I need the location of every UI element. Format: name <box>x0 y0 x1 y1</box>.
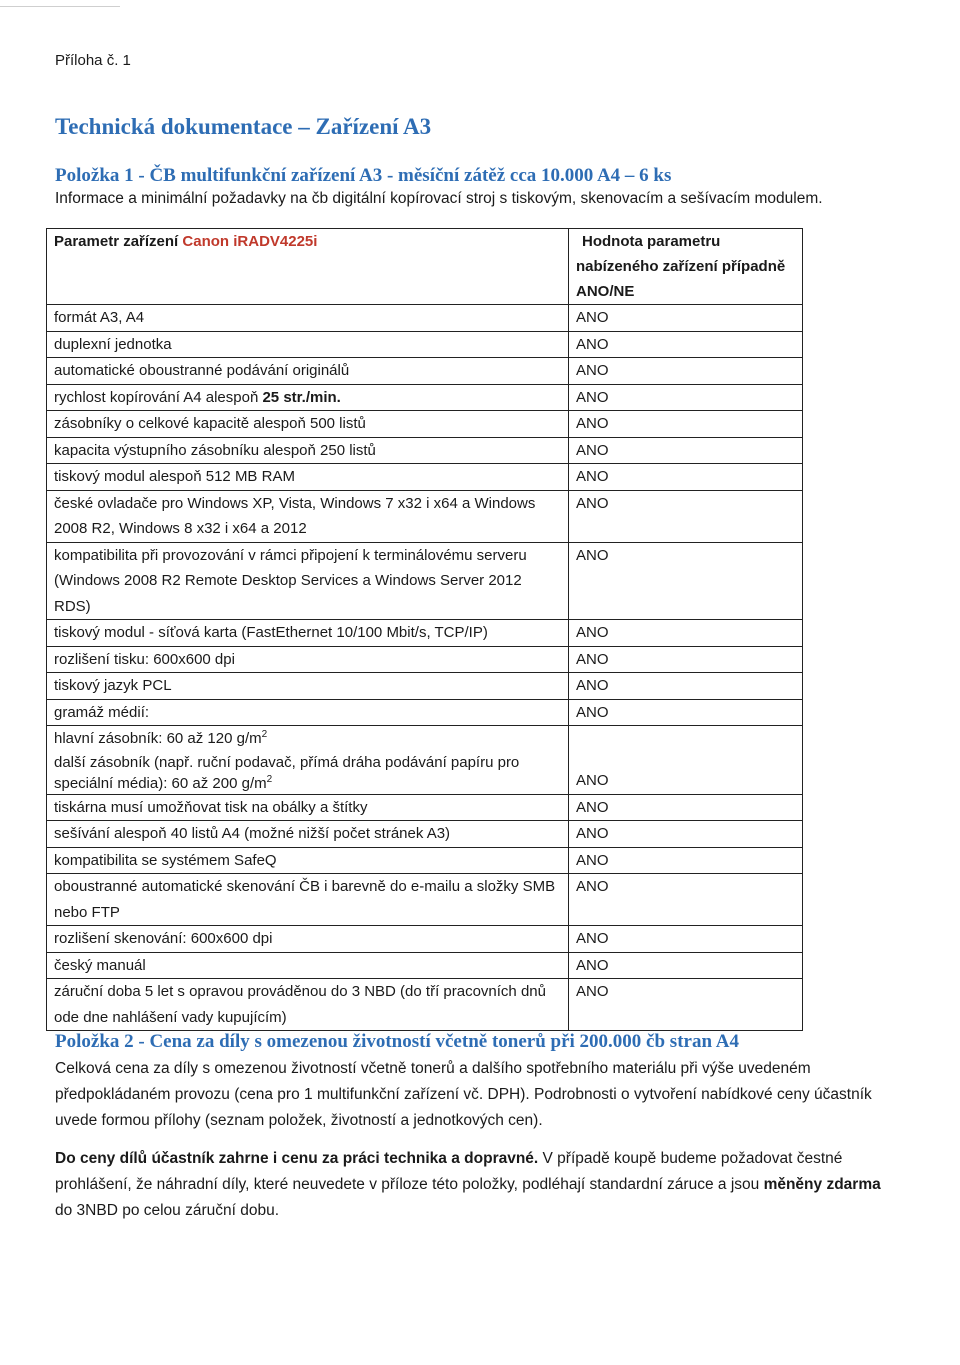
value-cell: ANO <box>569 620 803 647</box>
value-cell: ANO <box>569 926 803 953</box>
media-weight-other <box>54 752 561 794</box>
value-cell: ANO <box>569 979 803 1031</box>
value-cell: ANO <box>569 331 803 358</box>
value-cell: ANO <box>569 305 803 332</box>
value-header-line3: ANO/NE <box>576 283 635 300</box>
value-cell: ANO <box>569 847 803 874</box>
param-cell: tiskový modul - síťová karta (FastEthernet 10/100 Mbit/s, TCP/IP) <box>47 620 569 647</box>
param-cell: rozlišení tisku: 600x600 dpi <box>47 646 569 673</box>
note-bold: Do ceny dílů účastník zahrne i cenu za práci technika a dopravné. <box>55 1150 539 1167</box>
value-cell: ANO <box>569 358 803 385</box>
table-row <box>47 926 803 953</box>
media-weight-main <box>54 726 561 752</box>
param-cell: duplexní jednotka <box>47 331 569 358</box>
param-cell: tiskový modul alespoň 512 MB RAM <box>47 464 569 491</box>
value-cell: ANO <box>569 874 803 926</box>
table-row <box>47 305 803 332</box>
value-cell: ANO <box>569 464 803 491</box>
note-bold-2: měněny zdarma <box>763 1176 881 1193</box>
superscript: 2 <box>266 773 273 785</box>
value-cell: ANO <box>569 437 803 464</box>
param-cell: oboustranné automatické skenování ČB i barevně do e-mailu a složky SMB nebo FTP <box>47 874 569 926</box>
param-cell: kapacita výstupního zásobníku alespoň 250 listů <box>47 437 569 464</box>
value-cell: ANO <box>569 794 803 821</box>
table-row <box>47 821 803 848</box>
table-row <box>47 847 803 874</box>
value-cell: ANO <box>569 821 803 848</box>
top-rule <box>0 6 120 7</box>
table-row <box>47 979 803 1031</box>
param-cell: české ovladače pro Windows XP, Vista, Windows 7 x32 i x64 a Windows 2008 R2, Windows 8 x32 i x64 a 2012 <box>47 490 569 542</box>
value-header-line2: nabízeného zařízení případně <box>576 258 786 275</box>
device-model: Canon iRADV4225i <box>182 233 318 250</box>
param-cell: formát A3, A4 <box>47 305 569 332</box>
value-cell: ANO <box>569 490 803 542</box>
item2-heading: Položka 2 - Cena za díly s omezenou životností včetně tonerů při 200.000 čb stran A4 <box>55 1031 739 1052</box>
table-row <box>47 331 803 358</box>
table-row <box>47 620 803 647</box>
table-row <box>47 411 803 438</box>
param-cell: sešívání alespoň 40 listů A4 (možné nižší počet stránek A3) <box>47 821 569 848</box>
superscript: 2 <box>261 729 268 740</box>
param-bold-text: 25 str./min. <box>262 388 341 406</box>
param-cell: tiskárna musí umožňovat tisk na obálky a štítky <box>47 794 569 821</box>
value-cell: ANO <box>569 411 803 438</box>
value-cell: ANO <box>569 952 803 979</box>
value-column-header <box>569 229 803 305</box>
item2-paragraph: Celková cena za díly s omezenou životností včetně tonerů a dalšího spotřebního materiálu při výše uvedeném předpokládaném provozu (cena pro 1 multifunkční zařízení vč. DPH). Podrobnosti o vytvoření nabídkové ceny účastník uvede formou přílohy (seznam položek, životností a jednotkových cen). <box>55 1060 872 1129</box>
table-row <box>47 437 803 464</box>
param-cell <box>47 384 569 411</box>
param-cell <box>47 726 569 795</box>
value-cell: ANO <box>569 673 803 700</box>
value-text: ANO <box>576 772 609 789</box>
table-row <box>47 699 803 726</box>
document-title: Technická dokumentace – Zařízení A3 <box>55 114 432 139</box>
table-row <box>47 874 803 926</box>
item1-intro: Informace a minimální požadavky na čb digitální kopírovací stroj s tiskovým, skenovacím a sešívacím modulem. <box>55 190 823 207</box>
note-text-2: do 3NBD po celou záruční dobu. <box>55 1202 280 1219</box>
note-text: V případě koupě budeme požadovat čestné prohlášení, že náhradní díly, které neuvedete v příloze této položky, podléhají standardní záruce a jsou <box>55 1150 843 1193</box>
value-cell: ANO <box>569 542 803 620</box>
table-row <box>47 358 803 385</box>
spec-table-header <box>47 229 803 305</box>
param-cell: tiskový jazyk PCL <box>47 673 569 700</box>
media-weight-other-text: další zásobník (např. ruční podavač, přímá dráha podávání papíru pro speciální média): 60 až 200 g/m <box>54 753 520 792</box>
attachment-label: Příloha č. 1 <box>55 52 131 69</box>
param-column-header <box>47 229 569 305</box>
param-header-prefix: Parametr zařízení <box>54 233 183 250</box>
table-row <box>47 794 803 821</box>
param-cell: zásobníky o celkové kapacitě alespoň 500 listů <box>47 411 569 438</box>
param-cell: kompatibilita se systémem SafeQ <box>47 847 569 874</box>
value-cell: ANO <box>569 384 803 411</box>
spec-table <box>46 228 803 1031</box>
table-row <box>47 952 803 979</box>
param-cell: gramáž médií: <box>47 699 569 726</box>
value-cell: ANO <box>569 699 803 726</box>
table-row <box>47 542 803 620</box>
param-cell: záruční doba 5 let s opravou prováděnou do 3 NBD (do tří pracovních dnů ode dne nahlášení vady kupujícím) <box>47 979 569 1031</box>
param-text: rychlost kopírování A4 alespoň <box>54 388 263 406</box>
media-weight-main-text: hlavní zásobník: 60 až 120 g/m <box>54 730 262 747</box>
table-row <box>47 384 803 411</box>
item1-heading: Položka 1 - ČB multifunkční zařízení A3 - měsíční zátěž cca 10.000 A4 – 6 ks <box>55 165 672 186</box>
value-cell: ANO <box>569 646 803 673</box>
param-cell: český manuál <box>47 952 569 979</box>
value-cell <box>569 726 803 795</box>
table-row <box>47 673 803 700</box>
table-row <box>47 464 803 491</box>
table-row <box>47 726 803 795</box>
param-cell: kompatibilita při provozování v rámci připojení k terminálovému serveru (Windows 2008 R2 Remote Desktop Services a Windows Server 2012 RDS) <box>47 542 569 620</box>
table-row <box>47 490 803 542</box>
param-cell: automatické oboustranné podávání originálů <box>47 358 569 385</box>
value-header-line1: Hodnota parametru <box>582 233 721 250</box>
table-row <box>47 646 803 673</box>
item2-note <box>55 1146 895 1224</box>
param-cell: rozlišení skenování: 600x600 dpi <box>47 926 569 953</box>
